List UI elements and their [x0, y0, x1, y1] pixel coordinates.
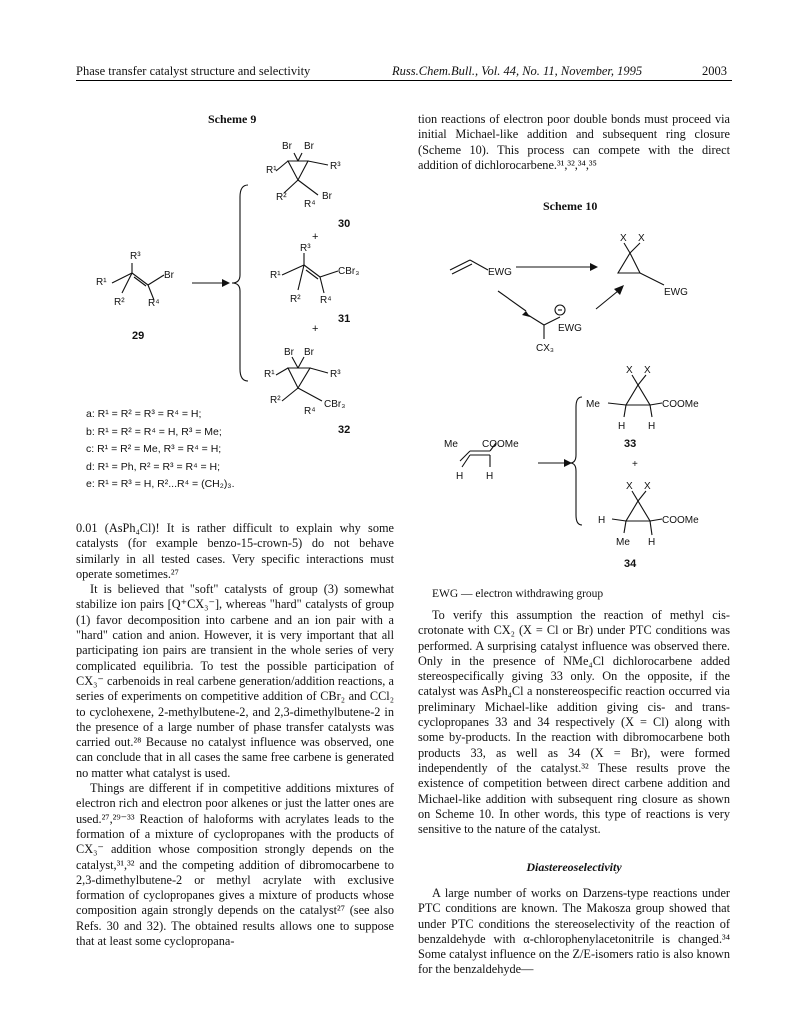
- left-column: [76, 521, 394, 949]
- svg-text:X: X: [626, 365, 633, 376]
- label-31: 31: [338, 313, 351, 325]
- label-29: 29: [132, 330, 145, 342]
- label-30: 30: [338, 218, 351, 230]
- svg-text:Br: Br: [304, 141, 314, 152]
- scheme-10-title: Scheme 10: [543, 199, 598, 213]
- svg-text:R¹: R¹: [264, 369, 275, 380]
- label-33: 33: [624, 438, 637, 450]
- svg-text:R⁴: R⁴: [320, 295, 332, 306]
- plus-sign-1: +: [312, 231, 319, 243]
- svg-text:R³: R³: [330, 161, 341, 172]
- svg-text:H: H: [456, 471, 464, 482]
- svg-text:R²: R²: [270, 395, 281, 406]
- scheme-9-legend: [86, 406, 235, 494]
- legend-item: e: R¹ = R³ = H, R²...R⁴ = (CH₂)₃.: [86, 478, 235, 490]
- svg-text:H: H: [648, 537, 656, 548]
- svg-text:H: H: [486, 471, 494, 482]
- label-34: 34: [624, 558, 637, 570]
- svg-text:H: H: [618, 421, 626, 432]
- label-32: 32: [338, 424, 351, 436]
- legend-item: b: R¹ = R² = R⁴ = H, R³ = Me;: [86, 425, 222, 438]
- svg-text:Br: Br: [282, 141, 292, 152]
- legend-item: d: R¹ = Ph, R² = R³ = R⁴ = H;: [86, 460, 221, 473]
- page-number: 2003: [702, 64, 727, 78]
- legend-item: c: R¹ = R² = Me, R³ = R⁴ = H;: [86, 443, 222, 455]
- journal-citation: Russ.Chem.Bull., Vol. 44, No. 11, November, 1995: [392, 64, 643, 78]
- svg-text:R⁴: R⁴: [148, 298, 160, 309]
- section-heading: Diastereoselectivity: [526, 860, 622, 874]
- svg-text:R³: R³: [300, 243, 311, 254]
- scheme-9-title: Scheme 9: [208, 112, 257, 126]
- svg-text:R⁴: R⁴: [304, 406, 316, 415]
- paragraph: 0.01 (AsPh₄Cl)! It is rather difficult to explain why some catalysts (for example benzo-15-crown-5) do not behave similarly in all tested cases. Very specific interactions must operate sometimes.²⁷: [76, 521, 394, 581]
- svg-text:CBr₃: CBr₃: [338, 266, 360, 277]
- running-title: Phase transfer catalyst structure and selectivity: [76, 64, 311, 78]
- paragraph: A large number of works on Darzens-type reactions under PTC conditions are known. The Makosza group showed that under PTC conditions the stereoselectivity of the reaction of benzaldehyde with α-chlorophenylacetonitrile is changed.³⁴ Some catalyst influence on the Z/E-isomers ratio is also known for the benzaldehyde—: [418, 886, 730, 977]
- svg-text:X: X: [638, 233, 645, 244]
- right-column-main: [418, 608, 730, 837]
- svg-text:COOMe: COOMe: [662, 399, 699, 410]
- svg-text:EWG: EWG: [558, 323, 582, 334]
- svg-text:CBr₃: CBr₃: [324, 399, 346, 410]
- svg-text:EWG: EWG: [488, 267, 512, 278]
- svg-text:Br: Br: [284, 347, 294, 358]
- svg-text:R¹: R¹: [270, 270, 281, 281]
- svg-text:X: X: [644, 365, 651, 376]
- svg-text:R³: R³: [330, 369, 341, 380]
- svg-text:H: H: [648, 421, 656, 432]
- svg-text:COOMe: COOMe: [662, 515, 699, 526]
- svg-text:X: X: [620, 233, 627, 244]
- svg-text:CX₃: CX₃: [536, 343, 554, 354]
- paragraph: tion reactions of electron poor double bonds must proceed via initial Michael-like addition and subsequent ring closure (Scheme 10). This process can compete with the direct addition of dichlorocarbene.³¹,³²,³⁴,³⁵: [418, 112, 730, 172]
- legend-item: a: R¹ = R² = R³ = R⁴ = H;: [86, 408, 202, 420]
- plus-sign-2: +: [312, 323, 319, 335]
- scheme-9-diagram: [76, 125, 406, 415]
- svg-text:EWG: EWG: [664, 287, 688, 298]
- svg-text:R²: R²: [290, 294, 301, 305]
- svg-text:COOMe: COOMe: [482, 439, 519, 450]
- svg-text:Me: Me: [586, 399, 600, 410]
- right-column-top: [418, 112, 730, 173]
- svg-text:Br: Br: [322, 191, 332, 202]
- svg-text:H: H: [598, 515, 606, 526]
- svg-text:Br: Br: [164, 270, 174, 281]
- svg-text:R³: R³: [130, 251, 141, 262]
- scheme-10-diagram: [418, 225, 730, 585]
- svg-text:X: X: [626, 481, 633, 492]
- svg-text:R⁴: R⁴: [304, 199, 316, 210]
- header-rule: [76, 80, 732, 81]
- svg-text:R²: R²: [276, 192, 287, 203]
- svg-text:R¹: R¹: [96, 277, 107, 288]
- svg-text:X: X: [644, 481, 651, 492]
- paragraph: Things are different if in competitive additions mixtures of electron rich and electron poor alkenes or just the latter ones are used.²⁷,²⁹⁻³³ Reaction of haloforms with acrylates leads to the formation of a mixture of cyclopropanes with the products of CX₃⁻ addition whose composition strongly depends on the catalyst,³¹,³² and the competing addition of dibromocarbene to 2,3-dimethylbutene-2 or methyl acrylate with exclusive formation of cyclopropanes gives a mixture of products whose composition again strongly depends on the catalyst²⁷ (see also Refs. 30 and 32). The obtained results allows one to suppose that at least some cyclopropana-: [76, 781, 394, 949]
- svg-text:+: +: [632, 459, 638, 470]
- right-column-bottom: [418, 886, 730, 978]
- svg-text:Me: Me: [444, 439, 458, 450]
- svg-text:R²: R²: [114, 297, 125, 308]
- paragraph: It is believed that "soft" catalysts of group (3) somewhat stabilize ion pairs [Q⁺CX₃⁻], whereas "hard" catalysts of group (1) favor decomposition into carbene and an ion pair with a "hard" cation and anion. However, it is very important that all participating ion pairs are transient in the whole series of very complicated equilibria. To test the possible participation of CX₃⁻ carbenoids in real carbene generation/addition reactions, a series of experiments on competitive addition of CBr₂ and CCl₂ to cyclohexene, 2-methylbutene-2, and 2,3-dimethylbutene-2 in the presence of a large number of phase transfer catalysts was carried out.²⁸ Because no catalyst influence was observed, one can conclude that in all cases the same free carbene is generated no matter what catalyst is used.: [76, 582, 394, 780]
- svg-text:Br: Br: [304, 347, 314, 358]
- svg-text:Me: Me: [616, 537, 630, 548]
- ewg-footnote: EWG — electron withdrawing group: [432, 588, 604, 600]
- svg-text:R¹: R¹: [266, 165, 277, 176]
- paragraph: To verify this assumption the reaction of methyl cis-crotonate with CX₂ (X = Cl or Br) under PTC conditions was performed. A surprising catalyst influence was observed there. Only in the presence of NMe₄Cl dichlorocarbene added stereospecifically giving 33 only. On the opposite, if the catalyst was AsPh₄Cl a nonstereospecific reaction occurred via preliminary Michael-like addition giving cis- and trans- cyclopropanes 33 and 34 respectively (X = Cl) along with some by-products. In the reaction with dibromocarbene both products 33, as well as 34 (X = Br), were formed independently of the catalyst.³² These results prove the existence of competition between direct carbene addition and Michael-like addition with subsequent ring closure as shown on Scheme 10. In other words, this type of reactions is very sensitive to the nature of the catalyst.: [418, 608, 730, 837]
